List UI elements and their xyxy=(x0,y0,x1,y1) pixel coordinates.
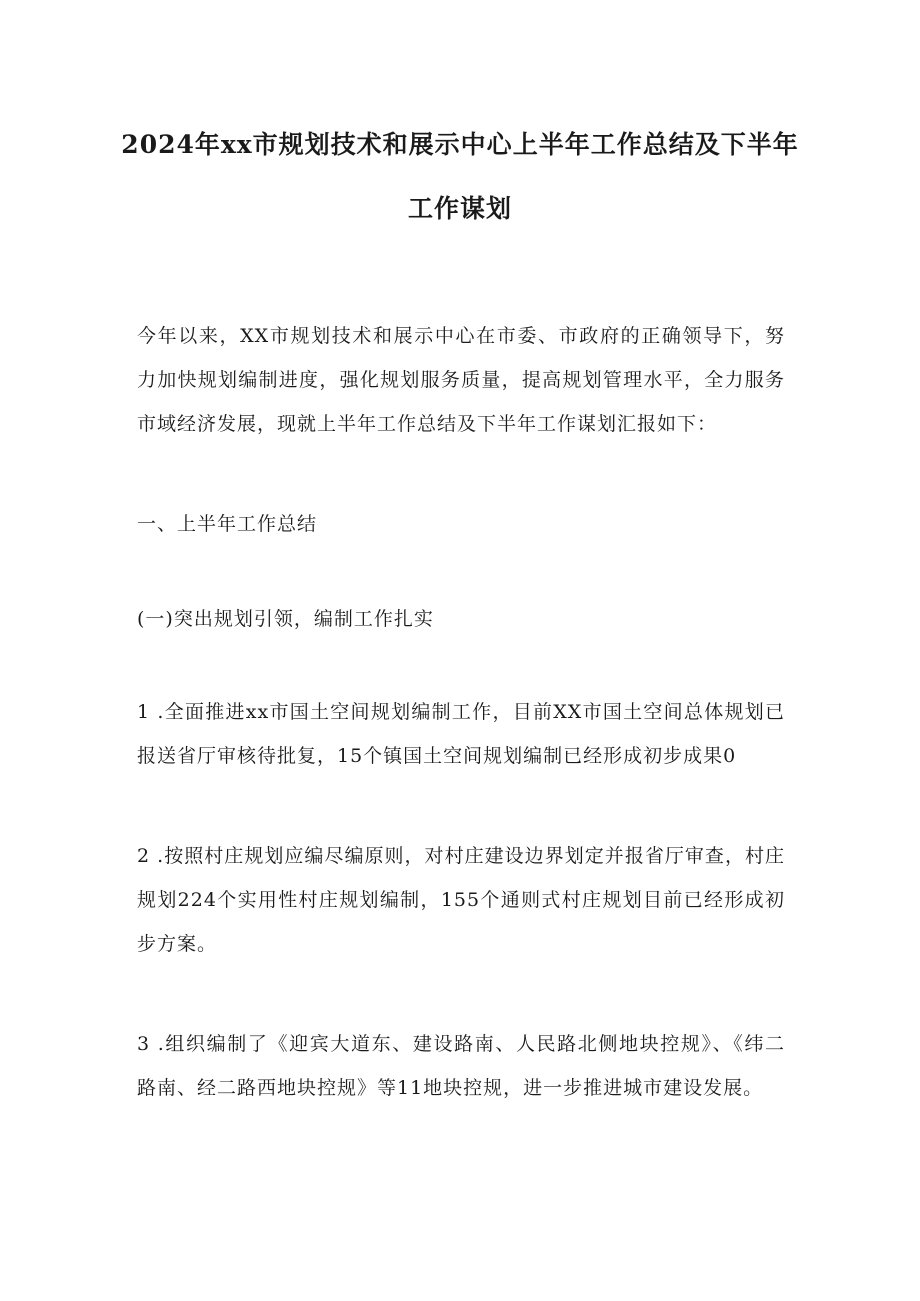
document-title-line-1: 2024年xx市规划技术和展示中心上半年工作总结及下半年 xyxy=(121,130,799,159)
intro-paragraph: 今年以来，XX市规划技术和展示中心在市委、市政府的正确领导下，努力加快规划编制进度，强化规划服务质量，提高规划管理水平，全力服务市域经济发展，现就上半年工作总结及下半年工作谋划汇报如下： xyxy=(137,325,785,435)
subsection-heading: (一)突出规划引领，编制工作扎实 xyxy=(137,608,434,630)
list-item: 3 .组织编制了《迎宾大道东、建设路南、人民路北侧地块控规》、《纬二路南、经二路西地块控规》等11地块控规，进一步推进城市建设发展。 xyxy=(137,1033,785,1099)
document-title-line-2: 工作谋划 xyxy=(407,194,512,223)
section-heading: 一、上半年工作总结 xyxy=(137,513,318,535)
list-item: 1 .全面推进xx市国土空间规划编制工作，目前XX市国土空间总体规划已报送省厅审核待批复，15个镇国土空间规划编制已经形成初步成果0 xyxy=(137,701,785,767)
list-item: 2 .按照村庄规划应编尽编原则，对村庄建设边界划定并报省厅审查，村庄规划224个实用性村庄规划编制，155个通则式村庄规划目前已经形成初步方案。 xyxy=(137,845,785,955)
